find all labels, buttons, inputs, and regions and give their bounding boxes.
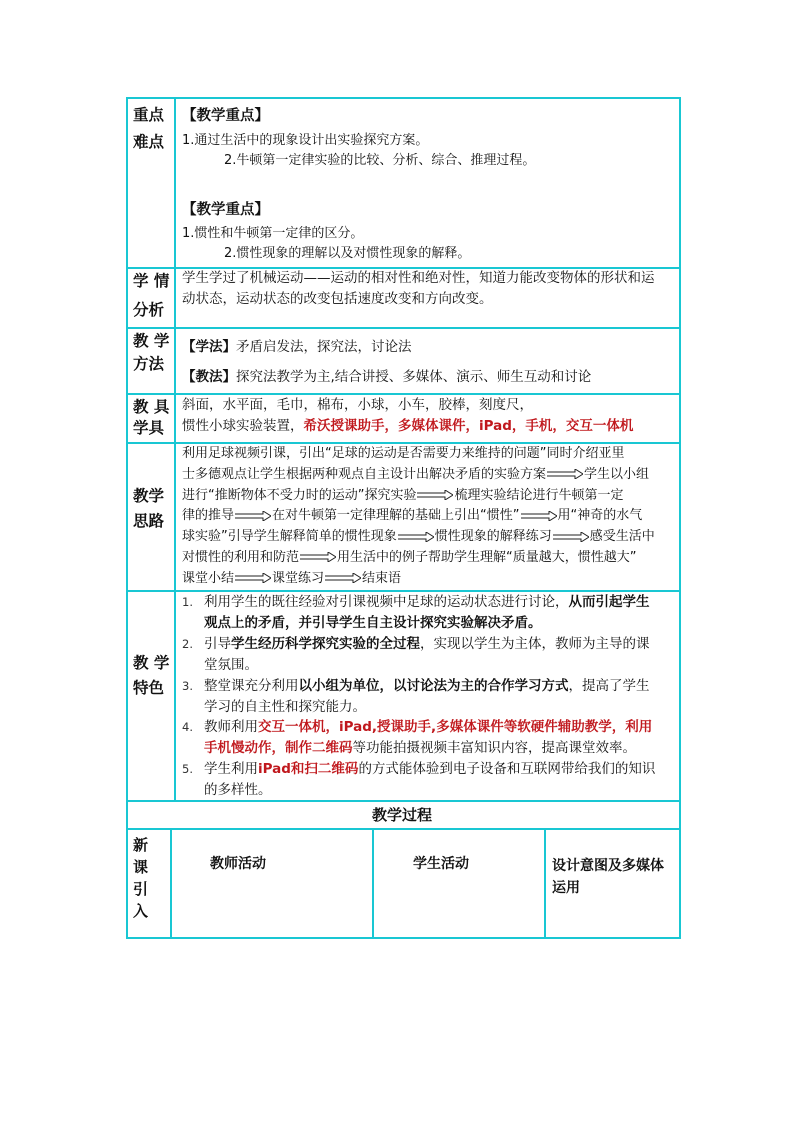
arrow-icon [235, 573, 271, 583]
row-label-key-points: 重点 难点 [133, 106, 165, 151]
tools-line-1: 斜面，水平面，毛巾，棉布，小球，小车，胶棒，刻度尺， [182, 397, 533, 413]
row-label-learner-analysis: 学 情 分析 [133, 272, 170, 319]
list-item: 4. 教师利用交互一体机，iPad,授课助手,多媒体课件等软硬件辅助教学，利用 手机慢动作，制作二维码等功能拍摄视频丰富知识内容，提高课堂效率。 [182, 719, 653, 757]
difficulty-point-2: 2.惯性现象的理解以及对惯性现象的解释。 [224, 246, 471, 261]
arrow-icon [547, 469, 583, 479]
arrow-icon [398, 532, 434, 542]
arrow-icon [417, 490, 453, 500]
arrow-icon [553, 532, 589, 542]
col-header-teacher: 教师活动 [210, 856, 266, 872]
arrow-icon [300, 552, 336, 562]
teaching-method: 【教法】探究法教学为主,结合讲授、多媒体、演示、师生互动和讨论 [182, 369, 592, 385]
heading-teaching-key: 【教学重点】 [182, 108, 269, 124]
row-label-methods: 教 学 方法 [133, 332, 170, 373]
row-label-features: 教 学 特色 [133, 654, 170, 697]
tools-line-2: 惯性小球实验装置，希沃授课助手，多媒体课件，iPad，手机，交互一体机 [182, 418, 634, 434]
arrow-icon [521, 511, 557, 521]
col-divider [544, 828, 546, 939]
row-divider [126, 393, 681, 395]
col-divider [170, 828, 172, 939]
col-divider [372, 828, 374, 939]
heading-teaching-difficulty: 【教学重点】 [182, 202, 269, 218]
key-point-1: 1.通过生活中的现象设计出实验探究方案。 [182, 133, 429, 148]
col-header-design: 设计意图及多媒体 运用 [552, 858, 664, 896]
list-item: 2. 引导学生经历科学探究实验的全过程，实现以学生为主体，教师为主导的课 堂氛围。 [182, 635, 650, 673]
col-header-student: 学生活动 [413, 856, 469, 872]
study-method: 【学法】矛盾启发法，探究法，讨论法 [182, 339, 412, 355]
learner-analysis-text: 学生学过了机械运动——运动的相对性和绝对性，知道力能改变物体的形状和运 动状态，运动状态的改变包括速度改变和方向改变。 [182, 270, 655, 307]
key-point-2: 2.牛顿第一定律实验的比较、分析、综合、推理过程。 [224, 153, 536, 168]
arrow-icon [325, 573, 361, 583]
approach-text: 利用足球视频引课，引出“足球的运动是否需要力来维持的问题”同时介绍亚里 士多德观点让学生根据两种观点自主设计出解决矛盾的实验方案 学生以小组 进行“推断物体不受力时的运动”探究实验 梳理实验结论进行牛顿第一定 律的推导 在对牛顿第一定律理解的基础上引出“惯性” 用“神奇的水气 球实验”引导学生解释简单的惯性现象 惯性现象的解释练习 感受生活中 对惯性的利用和防范 用生活中的例子帮助学生理解“质量越大，惯性越大” 课堂小结 课堂练习 结束语 [182, 446, 655, 586]
row-label-tools: 教 具 学具 [133, 398, 170, 437]
features-list [182, 592, 655, 801]
row-label-approach: 教学 思路 [133, 487, 165, 530]
col-divider [174, 97, 176, 802]
row-divider [126, 327, 681, 329]
list-item: 1. 利用学生的既往经验对引课视频中足球的运动状态进行讨论，从而引起学生 观点上的矛盾，并引导学生自主设计探究实验解决矛盾。 [182, 594, 650, 631]
process-title: 教学过程 [372, 806, 433, 824]
arrow-icon [235, 511, 271, 521]
difficulty-point-1: 1.惯性和牛顿第一定律的区分。 [182, 226, 364, 241]
list-item: 3. 整堂课充分利用以小组为单位，以讨论法为主的合作学习方式，提高了学生 学习的自主性和探究能力。 [182, 677, 650, 715]
row-divider [126, 828, 681, 830]
row-label-new-lesson: 新 课 引 入 [133, 836, 149, 920]
list-item: 5. 学生利用iPad和扫二维码的方式能体验到电子设备和互联网带给我们的知识 的多样性。 [182, 761, 656, 799]
